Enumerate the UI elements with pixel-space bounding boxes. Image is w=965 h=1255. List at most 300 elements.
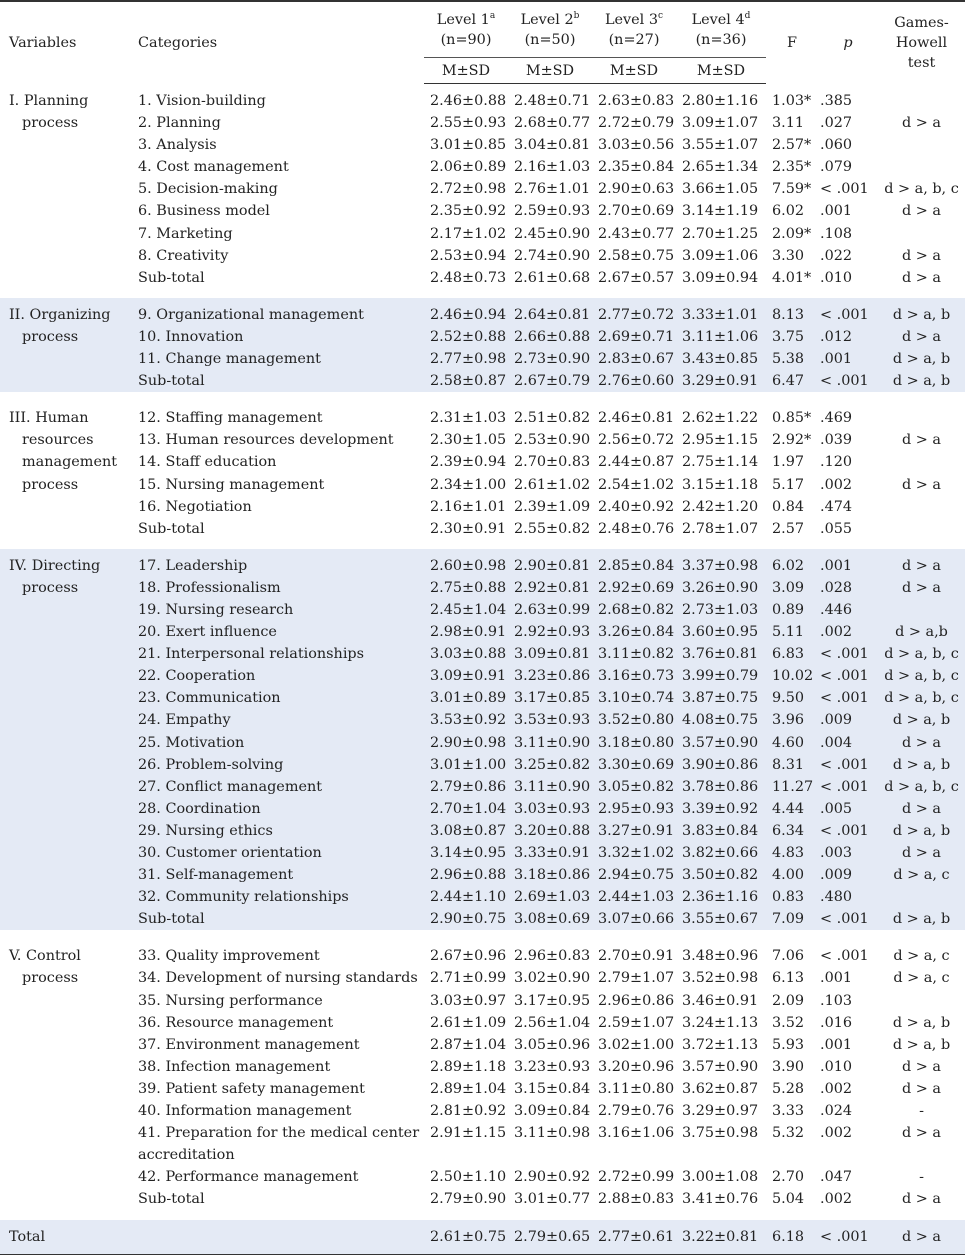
p-value: .001 <box>820 970 853 987</box>
table-row <box>0 665 965 687</box>
category-cell: 5. Decision-making <box>138 181 278 198</box>
table-row <box>0 407 965 429</box>
category-cell: 16. Negotiation <box>138 498 252 515</box>
level-4-value: 3.39±0.92 <box>676 798 766 820</box>
level-2-value: 3.17±0.85 <box>508 687 592 709</box>
category-cell: 32. Community relationships <box>138 886 424 908</box>
p-value: .010 <box>820 269 853 286</box>
subtotal-row <box>0 518 965 540</box>
table-row <box>0 1034 965 1056</box>
level-3-value: 2.43±0.77 <box>598 225 675 242</box>
level-4-value: 3.48±0.96 <box>682 948 759 965</box>
table-row <box>0 304 965 326</box>
level-1-value: 2.44±1.10 <box>424 886 508 908</box>
f-value: 4.60 <box>766 732 818 754</box>
category-cell: 36. Resource management <box>138 1014 334 1031</box>
level-4-value: 2.75±1.14 <box>682 454 759 471</box>
level-2-value: 2.92±0.81 <box>508 577 592 599</box>
level-3-value: 2.95±0.93 <box>592 798 676 820</box>
level-3-value: 2.40±0.92 <box>598 498 675 515</box>
level-4-value: 3.43±0.85 <box>676 348 766 370</box>
category-cell: 15. Nursing management <box>138 476 325 493</box>
level-3-value: 3.07±0.66 <box>592 908 676 930</box>
level-4-value: 3.37±0.98 <box>676 555 766 577</box>
table-row <box>0 990 965 1012</box>
table-row <box>0 326 965 348</box>
p-value: .039 <box>820 432 853 449</box>
level-1-value: 2.52±0.88 <box>424 326 508 348</box>
f-value: 3.30 <box>772 247 805 264</box>
category-cell: 25. Motivation <box>138 732 424 754</box>
level-3-value: 3.18±0.80 <box>592 732 676 754</box>
f-value: 3.09 <box>766 577 818 599</box>
level-3-value: 3.52±0.80 <box>592 709 676 731</box>
level-4-value: 2.78±1.07 <box>682 520 759 537</box>
level-2-value: 2.90±0.81 <box>508 555 592 577</box>
level-2-value: 2.64±0.81 <box>508 304 592 326</box>
section-spacer <box>0 930 965 939</box>
level-3-value: 3.10±0.74 <box>592 687 676 709</box>
games-howell-value <box>878 886 965 908</box>
level-2-value: 2.66±0.88 <box>508 326 592 348</box>
games-howell-value <box>878 134 965 156</box>
games-howell-value: d > a, b <box>878 370 965 392</box>
level-3-value: 2.46±0.81 <box>598 410 675 427</box>
table-row <box>0 732 965 754</box>
table-row <box>0 577 965 599</box>
level-4-value: 3.62±0.87 <box>682 1080 759 1097</box>
f-value: 3.33 <box>772 1103 805 1120</box>
table-row <box>0 820 965 842</box>
level-1-value: 2.90±0.98 <box>424 732 508 754</box>
f-value: 2.57* <box>772 137 812 154</box>
games-howell-value <box>878 599 965 621</box>
category-cell: 19. Nursing research <box>138 599 424 621</box>
category-cell: 2. Planning <box>138 115 221 132</box>
total-level-1-value: 2.61±0.75 <box>424 1220 508 1255</box>
category-cell: 28. Coordination <box>138 798 424 820</box>
level-2-value: 2.67±0.79 <box>508 370 592 392</box>
header-games-howell: Games- Howell test <box>878 1 965 84</box>
category-cell: 21. Interpersonal relationships <box>138 643 424 665</box>
p-value: .047 <box>820 1169 853 1186</box>
level-4-value: 3.29±0.91 <box>676 370 766 392</box>
section-spacer <box>0 289 965 298</box>
level-1-value: 3.09±0.91 <box>424 665 508 687</box>
level-2-value: 3.18±0.86 <box>508 864 592 886</box>
level-3-value: 2.70±0.91 <box>598 948 675 965</box>
level-1-value: 2.46±0.94 <box>424 304 508 326</box>
category-cell: Sub-total <box>138 1191 205 1208</box>
subtotal-row <box>0 1188 965 1210</box>
games-howell-value: - <box>919 1169 924 1186</box>
header-level-2: Level 2$^b$ (n=50) <box>508 1 592 58</box>
games-howell-value: d > a, b, c <box>878 687 965 709</box>
games-howell-value: d > a, b, c <box>878 643 965 665</box>
f-value: 0.84 <box>772 498 805 515</box>
level-2-value: 2.39±1.09 <box>514 498 591 515</box>
table-row <box>0 90 965 112</box>
level-1-value: 2.79±0.86 <box>424 776 508 798</box>
level-2-value: 2.56±1.04 <box>514 1014 591 1031</box>
level-1-value: 2.72±0.98 <box>430 181 507 198</box>
p-value: .005 <box>818 798 878 820</box>
section-name-line: I. Planning <box>9 93 89 109</box>
total-level-2-value: 2.79±0.65 <box>508 1220 592 1255</box>
games-howell-value: d > a <box>902 1125 941 1142</box>
level-2-value: 2.61±0.68 <box>514 269 591 286</box>
table-row <box>0 643 965 665</box>
f-value: 8.13 <box>766 304 818 326</box>
level-3-value: 2.56±0.72 <box>598 432 675 449</box>
level-1-value: 3.03±0.97 <box>430 992 507 1009</box>
games-howell-value: d > a,b <box>878 621 965 643</box>
f-value: 6.34 <box>766 820 818 842</box>
level-3-value: 2.92±0.69 <box>592 577 676 599</box>
f-value: 5.38 <box>766 348 818 370</box>
subtotal-row <box>0 267 965 289</box>
p-value: .001 <box>820 1036 853 1053</box>
table-row <box>0 112 965 134</box>
level-1-value: 2.16±1.01 <box>430 498 507 515</box>
level-1-value: 2.89±1.04 <box>430 1080 507 1097</box>
level-1-value: 2.81±0.92 <box>430 1103 507 1120</box>
total-level-3-value: 2.77±0.61 <box>592 1220 676 1255</box>
table-body <box>0 84 965 1255</box>
level-3-value: 3.03±0.56 <box>598 137 675 154</box>
p-value: .001 <box>818 348 878 370</box>
p-value: .079 <box>820 159 853 176</box>
level-2-value: 3.11±0.90 <box>508 776 592 798</box>
category-cell: 42. Performance management <box>138 1169 359 1186</box>
p-value: < .001 <box>818 908 878 930</box>
category-cell: 8. Creativity <box>138 247 229 264</box>
f-value: 1.03* <box>772 93 812 109</box>
category-cell: 14. Staff education <box>138 454 277 471</box>
p-value: < .001 <box>818 370 878 392</box>
f-value: 2.92* <box>772 432 812 449</box>
level-3-value: 2.88±0.83 <box>598 1191 675 1208</box>
games-howell-value: d > a, b <box>878 709 965 731</box>
p-value: .002 <box>820 1125 853 1142</box>
header-msd-3: M±SD <box>592 58 676 84</box>
games-howell-value: d > a <box>878 326 965 348</box>
level-3-value: 2.79±1.07 <box>598 970 675 987</box>
f-value: 6.02 <box>766 555 818 577</box>
header-msd-1: M±SD <box>424 58 508 84</box>
games-howell-value: d > a <box>902 1080 941 1097</box>
level-1-value: 3.03±0.88 <box>424 643 508 665</box>
p-value: .480 <box>818 886 878 908</box>
variable-cell <box>0 90 138 289</box>
games-howell-value: d > a, b <box>878 754 965 776</box>
games-howell-value: d > a, b <box>892 1014 951 1031</box>
table-row <box>0 687 965 709</box>
level-2-value: 2.96±0.83 <box>514 948 591 965</box>
p-value: .474 <box>820 498 853 515</box>
level-4-value: 3.87±0.75 <box>676 687 766 709</box>
level-1-value: 2.67±0.96 <box>430 948 507 965</box>
level-3-value: 2.44±0.87 <box>598 454 675 471</box>
category-cell: 34. Development of nursing standards <box>138 970 418 987</box>
level-2-value: 2.69±1.03 <box>508 886 592 908</box>
f-value: 5.11 <box>766 621 818 643</box>
level-3-value: 3.26±0.84 <box>592 621 676 643</box>
category-cell: 7. Marketing <box>138 225 233 242</box>
p-value: < .001 <box>820 948 869 965</box>
level-4-value: 3.33±1.01 <box>676 304 766 326</box>
f-value: 0.85* <box>772 410 812 427</box>
section-name-line: III. Human <box>9 410 89 427</box>
p-value: .009 <box>818 864 878 886</box>
games-howell-value: d > a <box>902 1058 941 1075</box>
f-value: 2.70 <box>772 1169 805 1186</box>
p-value: < .001 <box>818 754 878 776</box>
games-howell-value: d > a <box>902 269 941 286</box>
level-1-value: 2.48±0.73 <box>430 269 507 286</box>
level-4-value: 3.29±0.97 <box>682 1103 759 1120</box>
category-cell: 6. Business model <box>138 203 270 220</box>
games-howell-value: d > a, b <box>878 820 965 842</box>
p-value: < .001 <box>820 181 869 198</box>
p-value: .016 <box>820 1014 853 1031</box>
level-3-value: 2.96±0.86 <box>598 992 675 1009</box>
level-2-value: 2.51±0.82 <box>514 410 591 427</box>
level-3-value: 2.77±0.72 <box>592 304 676 326</box>
table-row <box>0 864 965 886</box>
category-cell: 11. Change management <box>138 348 424 370</box>
level-3-value: 2.83±0.67 <box>592 348 676 370</box>
level-4-value: 3.14±1.19 <box>682 203 759 220</box>
level-4-value: 3.55±0.67 <box>676 908 766 930</box>
level-4-value: 3.46±0.91 <box>682 992 759 1009</box>
level-4-value: 2.80±1.16 <box>682 93 759 109</box>
games-howell-value: d > a <box>902 432 941 449</box>
table-row <box>0 223 965 245</box>
f-value: 2.09 <box>772 992 805 1009</box>
p-value: .120 <box>820 454 853 471</box>
p-value: .004 <box>818 732 878 754</box>
games-howell-value: d > a, b, c <box>884 181 959 198</box>
p-value: .002 <box>820 1191 853 1208</box>
level-2-value: 3.11±0.98 <box>514 1125 591 1142</box>
level-1-value: 2.30±0.91 <box>430 520 507 537</box>
level-3-value: 2.35±0.84 <box>598 159 675 176</box>
section-name-line: process <box>22 328 79 345</box>
f-value: 5.32 <box>772 1125 805 1142</box>
level-2-value: 3.05±0.96 <box>514 1036 591 1053</box>
level-2-value: 2.92±0.93 <box>508 621 592 643</box>
total-f-value: 6.18 <box>766 1220 818 1255</box>
level-3-value: 2.48±0.76 <box>598 520 675 537</box>
table-row <box>0 348 965 370</box>
p-value: .001 <box>820 203 853 220</box>
level-1-value: 2.90±0.75 <box>424 908 508 930</box>
table-row <box>0 178 965 200</box>
level-3-value: 2.72±0.99 <box>598 1169 675 1186</box>
level-3-value: 2.85±0.84 <box>592 555 676 577</box>
level-4-value: 3.83±0.84 <box>676 820 766 842</box>
level-4-value: 3.60±0.95 <box>676 621 766 643</box>
level-1-value: 2.31±1.03 <box>430 410 507 427</box>
level-1-value: 2.91±1.15 <box>430 1125 507 1142</box>
f-value: 0.89 <box>766 599 818 621</box>
games-howell-value <box>878 90 965 112</box>
level-4-value: 3.55±1.07 <box>682 137 759 154</box>
f-value: 2.09* <box>772 225 812 242</box>
total-level-4-value: 3.22±0.81 <box>676 1220 766 1255</box>
p-value: < .001 <box>818 820 878 842</box>
level-3-value: 2.72±0.79 <box>598 115 675 132</box>
category-cell: 20. Exert influence <box>138 621 424 643</box>
total-row <box>0 1220 965 1255</box>
games-howell-value: d > a <box>878 732 965 754</box>
p-value: .103 <box>820 992 853 1009</box>
category-cell: 3. Analysis <box>138 137 217 154</box>
level-4-value: 3.24±1.13 <box>682 1014 759 1031</box>
level-1-value: 2.89±1.18 <box>430 1058 507 1075</box>
games-howell-value: d > a, b <box>878 908 965 930</box>
level-1-value: 2.17±1.02 <box>430 225 507 242</box>
category-cell: 40. Information management <box>138 1103 352 1120</box>
f-value: 7.09 <box>766 908 818 930</box>
header-level-1: Level 1$^a$ (n=90) <box>424 1 508 58</box>
level-2-value: 3.04±0.81 <box>514 137 591 154</box>
level-4-value: 3.57±0.90 <box>676 732 766 754</box>
total-category <box>138 1220 424 1255</box>
level-4-value: 2.73±1.03 <box>676 599 766 621</box>
variable-cell <box>0 304 138 392</box>
p-value: .027 <box>820 115 853 132</box>
section-name-line: process <box>22 579 79 596</box>
level-4-value: 3.41±0.76 <box>682 1191 759 1208</box>
level-1-value: 2.75±0.88 <box>424 577 508 599</box>
category-cell: Sub-total <box>138 520 205 537</box>
level-2-value: 2.53±0.90 <box>514 432 591 449</box>
category-cell: 31. Self-management <box>138 864 424 886</box>
level-2-value: 2.90±0.92 <box>514 1169 591 1186</box>
level-3-value: 2.79±0.76 <box>598 1103 675 1120</box>
header-f: F <box>766 1 818 84</box>
level-2-value: 3.09±0.81 <box>508 643 592 665</box>
level-4-value: 3.11±1.06 <box>676 326 766 348</box>
f-value: 4.44 <box>766 798 818 820</box>
f-value: 0.83 <box>766 886 818 908</box>
f-value: 2.57 <box>772 520 805 537</box>
p-value: .009 <box>818 709 878 731</box>
p-value: < .001 <box>818 643 878 665</box>
table-header <box>0 1 965 84</box>
level-1-value: 2.46±0.88 <box>430 93 507 109</box>
category-cell: 38. Infection management <box>138 1058 331 1075</box>
games-howell-value <box>878 223 965 245</box>
level-4-value: 3.75±0.98 <box>682 1125 759 1142</box>
level-1-value: 2.77±0.98 <box>424 348 508 370</box>
level-2-value: 2.48±0.71 <box>514 93 591 109</box>
p-value: .385 <box>820 93 853 109</box>
level-2-value: 3.09±0.84 <box>514 1103 591 1120</box>
level-2-value: 2.61±1.02 <box>514 476 591 493</box>
table-row <box>0 776 965 798</box>
table-row <box>0 1166 965 1188</box>
level-4-value: 3.26±0.90 <box>676 577 766 599</box>
level-3-value: 3.16±1.06 <box>598 1125 675 1142</box>
level-1-value: 2.98±0.91 <box>424 621 508 643</box>
table-row <box>0 754 965 776</box>
level-4-value: 3.57±0.90 <box>682 1058 759 1075</box>
level-3-value: 3.11±0.80 <box>598 1080 675 1097</box>
level-2-value: 3.17±0.95 <box>514 992 591 1009</box>
level-2-value: 2.63±0.99 <box>508 599 592 621</box>
level-3-value: 3.02±1.00 <box>598 1036 675 1053</box>
level-1-value: 2.55±0.93 <box>430 115 507 132</box>
f-value: 9.50 <box>766 687 818 709</box>
games-howell-value: d > a, b, c <box>878 776 965 798</box>
f-value: 5.28 <box>772 1080 805 1097</box>
level-4-value: 2.36±1.16 <box>676 886 766 908</box>
level-2-value: 2.59±0.93 <box>514 203 591 220</box>
p-value: .002 <box>820 476 853 493</box>
table-row <box>0 429 965 451</box>
level-3-value: 2.68±0.82 <box>592 599 676 621</box>
level-4-value: 2.95±1.15 <box>682 432 759 449</box>
category-cell: 12. Staffing management <box>138 410 323 427</box>
level-4-value: 3.78±0.86 <box>676 776 766 798</box>
level-2-value: 3.11±0.90 <box>508 732 592 754</box>
table-row <box>0 798 965 820</box>
level-1-value: 2.30±1.05 <box>430 432 507 449</box>
table-row <box>0 451 965 473</box>
level-4-value: 3.66±1.05 <box>682 181 759 198</box>
section-spacer <box>0 540 965 549</box>
section-name-line: resources <box>22 432 94 449</box>
p-value: .108 <box>820 225 853 242</box>
section-spacer <box>0 1211 965 1220</box>
category-cell: 4. Cost management <box>138 159 289 176</box>
table-row <box>0 1122 965 1166</box>
section-name-line: process <box>22 476 79 493</box>
level-4-value: 3.09±0.94 <box>682 269 759 286</box>
level-2-value: 3.23±0.86 <box>508 665 592 687</box>
category-cell: Sub-total <box>138 370 424 392</box>
level-2-value: 3.20±0.88 <box>508 820 592 842</box>
level-3-value: 2.67±0.57 <box>598 269 675 286</box>
p-value: .010 <box>820 1058 853 1075</box>
level-4-value: 3.52±0.98 <box>682 970 759 987</box>
level-4-value: 2.42±1.20 <box>682 498 759 515</box>
category-cell: 10. Innovation <box>138 326 424 348</box>
category-cell: 23. Communication <box>138 687 424 709</box>
category-cell: 29. Nursing ethics <box>138 820 424 842</box>
table-row <box>0 496 965 518</box>
games-howell-value: d > a <box>902 247 941 264</box>
category-cell: 13. Human resources development <box>138 432 394 449</box>
total-label: Total <box>0 1220 138 1255</box>
level-2-value: 3.23±0.93 <box>514 1058 591 1075</box>
table-row <box>0 156 965 178</box>
games-howell-value: d > a <box>902 1191 941 1208</box>
subtotal-row <box>0 370 965 392</box>
level-2-value: 2.55±0.82 <box>514 520 591 537</box>
level-4-value: 3.00±1.08 <box>682 1169 759 1186</box>
level-3-value: 2.59±1.07 <box>598 1014 675 1031</box>
table-row <box>0 1078 965 1100</box>
level-4-value: 3.82±0.66 <box>676 842 766 864</box>
p-value: .001 <box>818 555 878 577</box>
subtotal-row <box>0 908 965 930</box>
header-msd-2: M±SD <box>508 58 592 84</box>
category-cell: 30. Customer orientation <box>138 842 424 864</box>
